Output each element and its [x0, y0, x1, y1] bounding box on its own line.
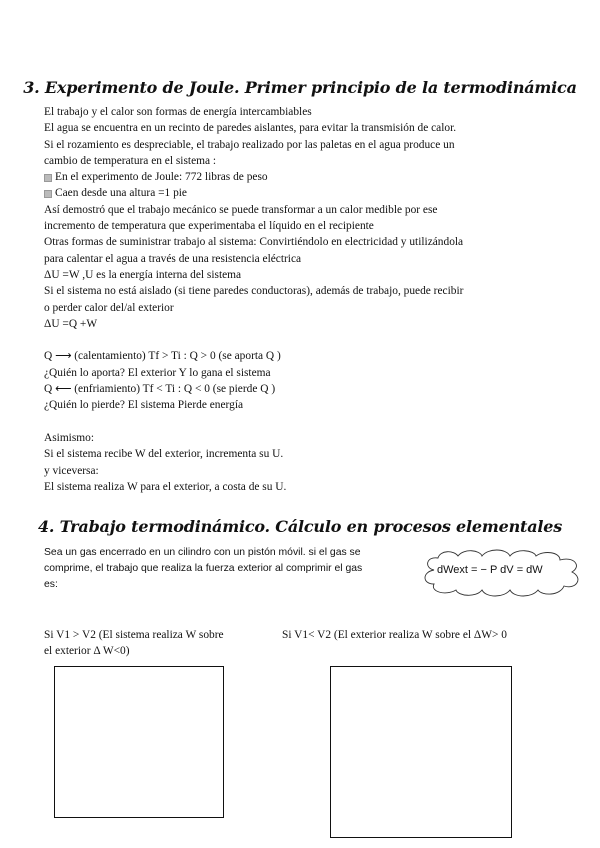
text-line: Así demostró que el trabajo mecánico se puede transformar a un calor medible por ese	[44, 203, 438, 216]
text-line: El sistema realiza W para el exterior, a costa de su U.	[44, 480, 287, 493]
square-bullet-icon	[44, 190, 52, 198]
text-line: Si el sistema recibe W del exterior, incrementa su U.	[44, 448, 284, 461]
text-line: Si V1 > V2 (El sistema realiza W sobre	[44, 629, 224, 641]
text-line: Otras formas de suministrar trabajo al sistema: Convirtiéndolo en electricidad y utilizándola	[44, 236, 464, 249]
left-diagram-box	[54, 666, 224, 818]
text-line: Sea un gas encerrado en un cilindro con un pistón móvil. si el gas se	[44, 547, 361, 558]
text-line: ΔU =W ,U es la energía interna del sistema	[44, 268, 242, 281]
right-case-label: Si V1< V2 (El exterior realiza W sobre el ΔW> 0	[282, 629, 507, 641]
bullet-text: En el experimento de Joule: 772 libras de peso	[55, 171, 268, 184]
text-line: El agua se encuentra en un recinto de paredes aislantes, para evitar la transmisión de calor.	[44, 122, 457, 135]
text-line: incremento de temperatura que experimentaba el líquido en el recipiente	[44, 220, 374, 233]
text-line: o perder calor del/al exterior	[44, 301, 174, 314]
text-line: cambio de temperatura en el sistema :	[44, 154, 217, 167]
section3-body	[44, 104, 534, 495]
text-line: ΔU =Q +W	[44, 317, 98, 330]
text-line: El trabajo y el calor son formas de energía intercambiables	[44, 106, 312, 118]
text-line: ¿Quién lo aporta? El exterior Y lo gana el sistema	[44, 366, 271, 379]
text-line: para calentar el agua a través de una resistencia eléctrica	[44, 252, 302, 265]
text-line: Q ⟶ (calentamiento) Tf > Ti : Q > 0 (se aporta Q )	[44, 350, 281, 363]
bullet-item	[44, 169, 534, 185]
text-line: y viceversa:	[44, 464, 99, 477]
text-line: Si el sistema no está aislado (si tiene paredes conductoras), además de trabajo, puede recibir	[44, 285, 464, 298]
bullet-text: Caen desde una altura =1 pie	[55, 187, 187, 200]
right-diagram-box	[330, 666, 512, 838]
text-line: el exterior Δ W<0)	[44, 645, 130, 657]
text-line: es:	[44, 579, 58, 590]
section3-title: 3. Experimento de Joule. Primer principio de la termodinámica	[23, 78, 577, 97]
text-line: ¿Quién lo pierde? El sistema Pierde energía	[44, 399, 244, 412]
work-formula: dWext = − P dV = dW	[437, 564, 543, 576]
section4-intro	[44, 545, 409, 593]
section4-title: 4. Trabajo termodinámico. Cálculo en procesos elementales	[37, 517, 563, 536]
text-line: comprime, el trabajo que realiza la fuerza exterior al comprimir el gas	[44, 563, 363, 574]
text-line: Q ⟵ (enfriamiento) Tf < Ti : Q < 0 (se pierde Q )	[44, 383, 276, 396]
square-bullet-icon	[44, 174, 52, 182]
text-line: Asimismo:	[44, 431, 95, 444]
text-line: Si el rozamiento es despreciable, el trabajo realizado por las paletas en el agua produce un	[44, 138, 455, 151]
bullet-item	[44, 185, 534, 201]
left-case-label	[44, 627, 274, 659]
